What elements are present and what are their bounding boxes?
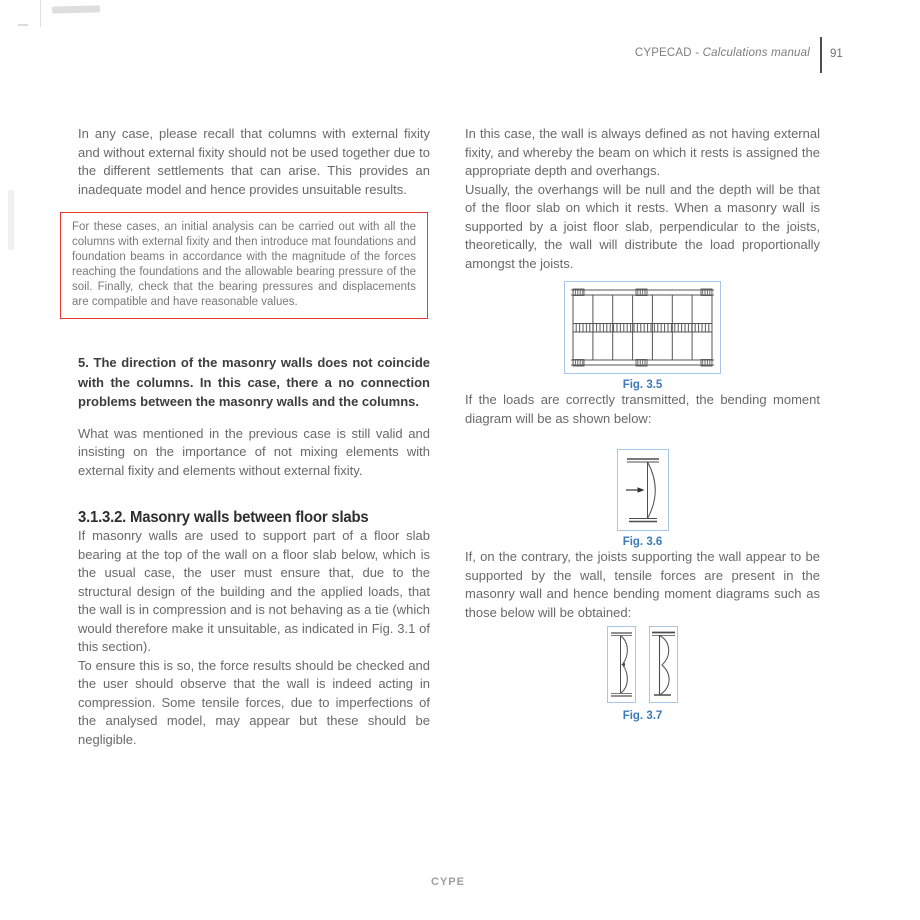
figure-3-6 bbox=[465, 428, 820, 548]
scan-artifact bbox=[52, 5, 100, 13]
paragraph: If the loads are correctly transmitted, the bending moment diagram will be as shown below: bbox=[465, 392, 820, 426]
paragraph: If masonry walls are used to support part of a floor slab bearing at the top of the wall on a floor slab below, which is the usual case, the user must ensure that, due to the structural design of the building and the applied loads, that the wall is in compression and is not behaving as a tie (which would therefore make it unsuitable, as indicated in Fig. 3.1 of this section). bbox=[78, 528, 430, 654]
header-brand: CYPECAD - bbox=[634, 47, 703, 59]
figure-3-5 bbox=[465, 273, 820, 391]
paragraph: Usually, the overhangs will be null and the depth will be that of the floor slab on which it rests. When a masonry wall is supported by a joist floor slab, perpendicular to the joists, theoretically, the wall will distribute the load proportionally amongst the joists. bbox=[465, 181, 820, 271]
scan-artifact bbox=[40, 0, 41, 27]
figure-caption: Fig. 3.6 bbox=[622, 536, 663, 548]
section-heading: 3.1.3.2. Masonry walls between floor slabs bbox=[78, 509, 369, 526]
header-manual-name: Calculations manual bbox=[702, 47, 810, 59]
note-box: For these cases, an initial analysis can be carried out with all the columns with external fixity and then introduce mat foundations and foundation beams in accordance with the magnitude of the forces reaching the foundations and the allowable bearing pressure of the soil. Finally, check that the bearing pressures and displacements are compatible and have reasonable values. bbox=[60, 212, 428, 319]
paragraph: If, on the contrary, the joists supporting the wall appear to be supported by the wall, tensile forces are present in the masonry wall and hence bending moment diagrams such as those below will be obtained: bbox=[465, 549, 820, 620]
bending-moment-diagram bbox=[618, 450, 668, 530]
figure-3-5-drawing bbox=[564, 281, 721, 374]
right-column bbox=[465, 125, 820, 722]
scan-artifact bbox=[8, 190, 14, 250]
figure-3-7 bbox=[465, 622, 820, 722]
figure-3-7-right bbox=[649, 626, 678, 703]
header-title bbox=[635, 47, 810, 59]
page-number: 91 bbox=[830, 48, 843, 60]
moment-diagram-s-shape bbox=[608, 627, 635, 702]
moment-diagram-b-shape bbox=[650, 627, 677, 702]
item-5-heading: 5. The direction of the masonry walls does not coincide with the columns. In this case, there a no connection problems between the masonry walls and the columns. bbox=[78, 355, 430, 409]
header-divider bbox=[820, 37, 822, 73]
floor-slab-plan-diagram bbox=[565, 282, 720, 373]
figure-caption: Fig. 3.7 bbox=[622, 710, 663, 722]
figure-3-7-left bbox=[607, 626, 636, 703]
figure-3-6-drawing bbox=[617, 449, 669, 531]
scan-artifact bbox=[18, 24, 28, 26]
footer-brand: CYPE bbox=[431, 876, 465, 888]
paragraph: In this case, the wall is always defined as not having external fixity, and whereby the beam on which it rests is assigned the appropriate depth and overhangs. bbox=[465, 126, 820, 178]
paragraph: To ensure this is so, the force results should be checked and the user should observe that the wall is indeed acting in compression. Some tensile forces, due to imperfections of the analysed model, may appear but these should be negligible. bbox=[78, 657, 430, 747]
left-column bbox=[72, 125, 430, 749]
paragraph: What was mentioned in the previous case is still valid and insisting on the importance of not mixing elements with external fixity and elements without external fixity. bbox=[78, 425, 430, 478]
figure-caption: Fig. 3.5 bbox=[622, 379, 663, 391]
arrow-icon bbox=[637, 487, 644, 492]
paragraph: In any case, please recall that columns with external fixity and without external fixity should not be used together due to the different settlements that can arise. This provides an inadequate model and hence provides unsuitable results. bbox=[78, 126, 430, 197]
figure-3-7-drawings bbox=[607, 626, 678, 703]
